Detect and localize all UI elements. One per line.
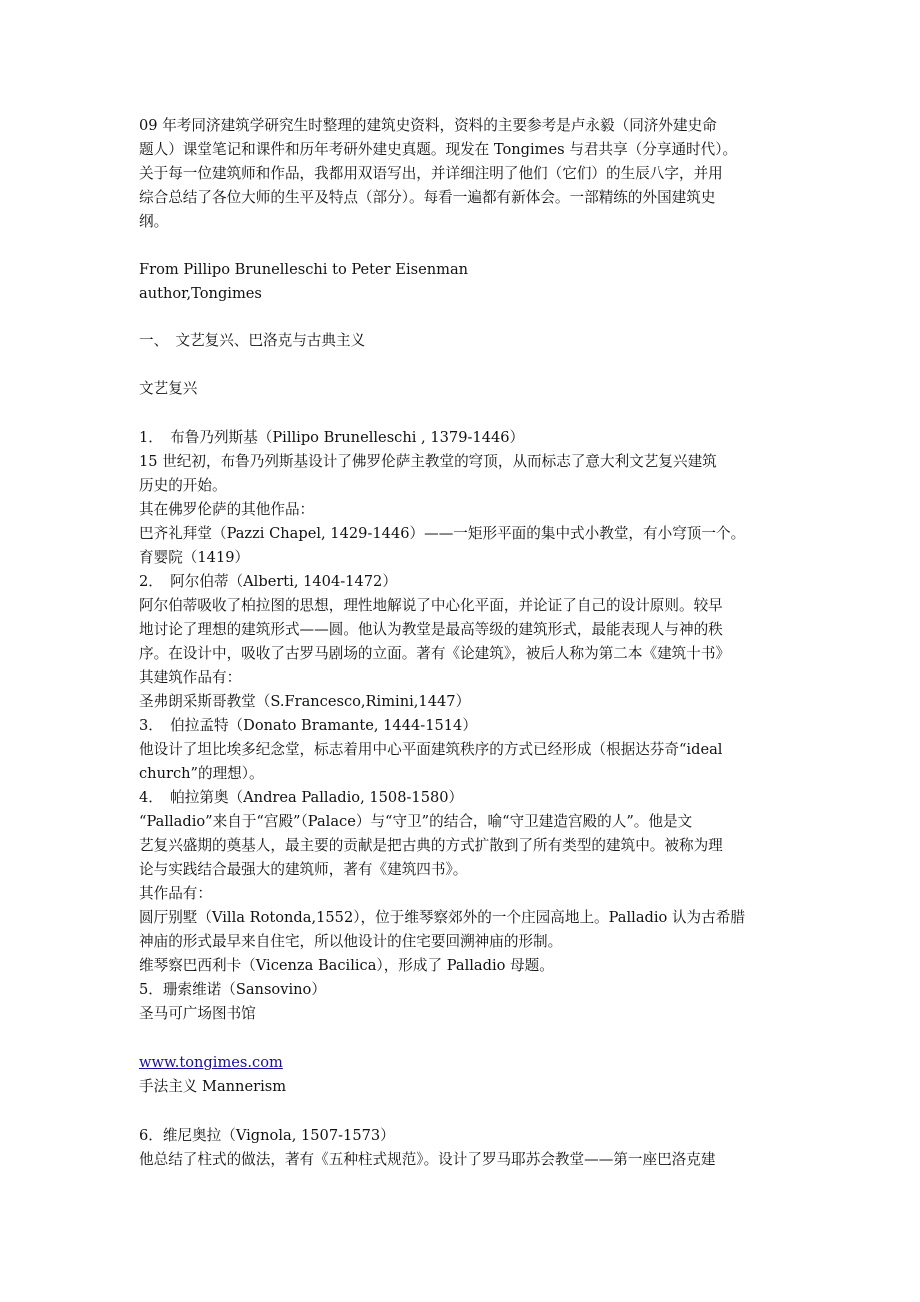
intro-line: 题人）课堂笔记和课件和历年考研外建史真题。现发在 Tongimes 与君共享（分享通时代）。	[139, 141, 738, 158]
body-line: 其在佛罗伦萨的其他作品：	[139, 501, 315, 518]
body-line: 其建筑作品有：	[139, 669, 242, 686]
body-line: 4． 帕拉第奥（Andrea Palladio, 1508-1580）	[139, 789, 464, 806]
body-line: 1． 布鲁乃列斯基（Pillipo Brunelleschi , 1379-1446）	[139, 429, 525, 446]
body-line: 其作品有：	[139, 885, 212, 902]
sub-heading-renaissance: 文艺复兴	[139, 380, 198, 397]
body-line: 论与实践结合最强大的建筑师，著有《建筑四书》。	[139, 861, 468, 878]
body-line: church”的理想）。	[139, 765, 264, 782]
body-line: 圣弗朗采斯哥教堂（S.Francesco,Rimini,1447）	[139, 693, 471, 710]
body-line: 他总结了柱式的做法，著有《五种柱式规范》。设计了罗马耶苏会教堂——第一座巴洛克建	[139, 1151, 716, 1168]
intro-line: 综合总结了各位大师的生平及特点（部分）。每看一遍都有新体会。一部精练的外国建筑史	[139, 189, 716, 206]
body-line: “Palladio”来自于“宫殿”（Palace）与“守卫”的结合，喻“守卫建造宫殿的人”。他是文	[139, 813, 693, 830]
document-title: From Pillipo Brunelleschi to Peter Eisenman	[139, 261, 469, 278]
body-line: 巴齐礼拜堂（Pazzi Chapel, 1429-1446）——一矩形平面的集中式小教堂，有小穹顶一个。	[139, 525, 746, 542]
body-line: 他设计了坦比埃多纪念堂，标志着用中心平面建筑秩序的方式已经形成（根据达芬奇“ideal	[139, 741, 723, 758]
intro-line: 纲。	[139, 213, 169, 230]
body-line: 2． 阿尔伯蒂（Alberti, 1404-1472）	[139, 573, 397, 590]
body-line: 5．珊索维诺（Sansovino）	[139, 981, 326, 998]
body-line: 历史的开始。	[139, 477, 227, 494]
intro-line: 关于每一位建筑师和作品，我都用双语写出，并详细注明了他们（它们）的生辰八字，并用	[139, 165, 723, 182]
body-line: 神庙的形式最早来自住宅，所以他设计的住宅要回溯神庙的形制。	[139, 933, 563, 950]
body-line: 育婴院（1419）	[139, 549, 250, 566]
mannerism-heading: 手法主义 Mannerism	[139, 1078, 287, 1095]
intro-line: 09 年考同济建筑学研究生时整理的建筑史资料，资料的主要参考是卢永毅（同济外建史命	[139, 117, 717, 134]
body-line: 15 世纪初，布鲁乃列斯基设计了佛罗伦萨主教堂的穹顶，从而标志了意大利文艺复兴建筑	[139, 453, 717, 470]
body-line: 圆厅别墅（Villa Rotonda,1552），位于维琴察郊外的一个庄园高地上。Palladio 认为古希腊	[139, 909, 745, 926]
author-line: author,Tongimes	[139, 285, 262, 302]
body-line: 序。在设计中，吸收了古罗马剧场的立面。著有《论建筑》，被后人称为第二本《建筑十书》	[139, 645, 731, 662]
section-heading: 一、 文艺复兴、巴洛克与古典主义	[139, 332, 366, 349]
website-link[interactable]: www.tongimes.com	[139, 1054, 283, 1071]
body-line: 6．维尼奥拉（Vignola, 1507-1573）	[139, 1127, 395, 1144]
body-line: 圣马可广场图书馆	[139, 1005, 256, 1022]
body-line: 阿尔伯蒂吸收了柏拉图的思想，理性地解说了中心化平面，并论证了自己的设计原则。较早	[139, 597, 723, 614]
body-line: 维琴察巴西利卡（Vicenza Bacilica），形成了 Palladio 母题。	[139, 957, 554, 974]
body-line: 艺复兴盛期的奠基人，最主要的贡献是把古典的方式扩散到了所有类型的建筑中。被称为理	[139, 837, 723, 854]
body-line: 地讨论了理想的建筑形式——圆。他认为教堂是最高等级的建筑形式，最能表现人与神的秩	[139, 621, 723, 638]
body-line: 3． 伯拉孟特（Donato Bramante, 1444-1514）	[139, 717, 477, 734]
